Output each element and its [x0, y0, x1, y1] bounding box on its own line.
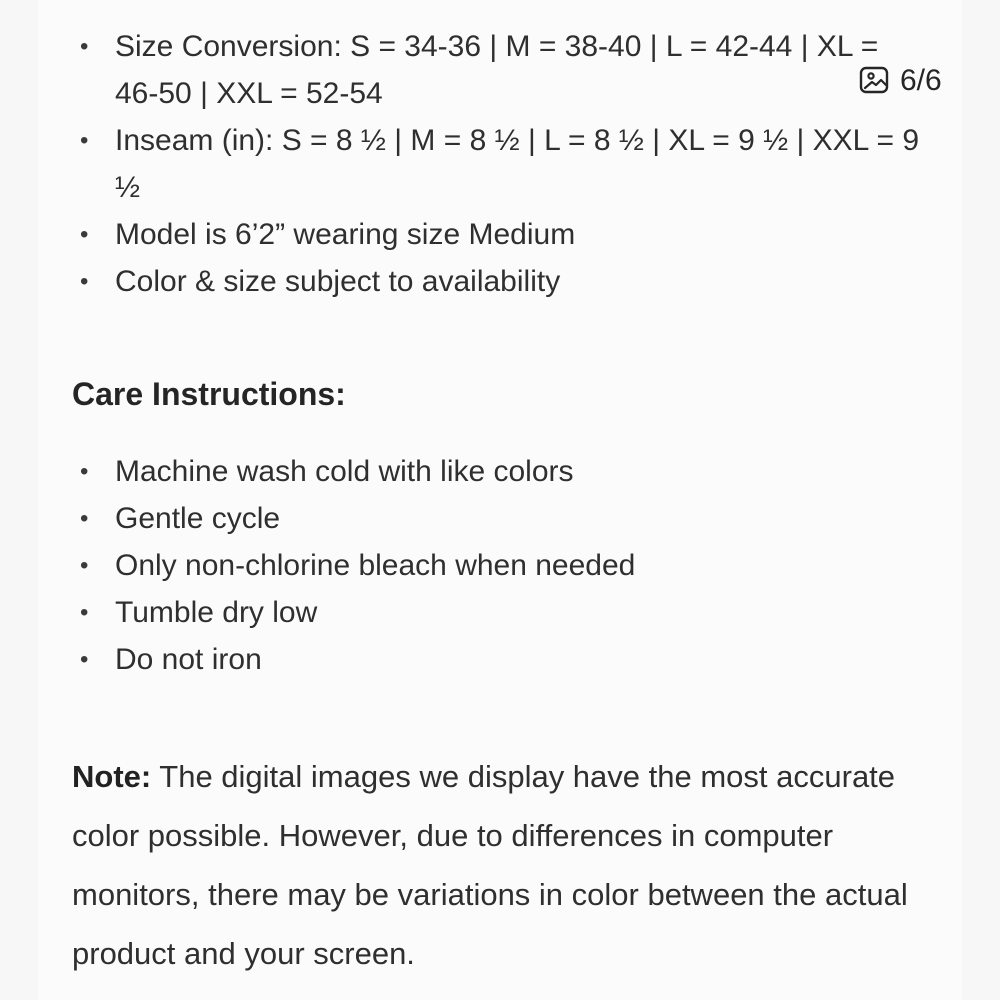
- bullet-icon: •: [80, 221, 89, 248]
- bullet-icon: •: [80, 552, 89, 579]
- note-text: The digital images we display have the most accurate color possible. However, due to differences in computer monitors, there may be variations in color between the actual product and your screen.: [72, 759, 908, 971]
- list-item: [72, 448, 922, 495]
- list-item: [72, 117, 922, 211]
- note-paragraph: [72, 747, 932, 983]
- list-item: [72, 495, 922, 542]
- care-item-text: Gentle cycle: [115, 502, 281, 535]
- list-item: [72, 589, 922, 636]
- bullet-icon: •: [80, 268, 89, 295]
- size-conversion-text: Size Conversion: S = 34-36 | M = 38-40 | L = 42-44 | XL = 46-50 | XXL = 52-54: [115, 30, 879, 110]
- list-item: [72, 542, 922, 589]
- availability-text: Color & size subject to availability: [115, 265, 561, 298]
- bullet-icon: •: [80, 599, 89, 626]
- list-item: [72, 23, 922, 117]
- bullet-icon: •: [80, 505, 89, 532]
- list-item: [72, 211, 922, 258]
- care-instructions-heading: Care Instructions:: [72, 376, 346, 412]
- bullet-icon: •: [80, 33, 89, 60]
- note-label: Note:: [72, 759, 152, 794]
- model-size-text: Model is 6’2” wearing size Medium: [115, 218, 576, 251]
- bullet-icon: •: [80, 458, 89, 485]
- care-item-text: Only non-chlorine bleach when needed: [115, 549, 636, 582]
- list-item: [72, 636, 922, 683]
- care-instructions-list: [72, 448, 922, 683]
- product-spec-list: [72, 23, 922, 305]
- image-counter[interactable]: [858, 62, 942, 100]
- care-item-text: Tumble dry low: [115, 596, 318, 629]
- care-item-text: Machine wash cold with like colors: [115, 455, 574, 488]
- bullet-icon: •: [80, 646, 89, 673]
- bullet-icon: •: [80, 127, 89, 154]
- care-item-text: Do not iron: [115, 643, 262, 676]
- image-gallery-icon: [858, 64, 892, 98]
- list-item: [72, 258, 922, 305]
- image-counter-text: 6/6: [900, 64, 942, 97]
- inseam-text: Inseam (in): S = 8 ½ | M = 8 ½ | L = 8 ½ | XL = 9 ½ | XXL = 9 ½: [115, 124, 920, 204]
